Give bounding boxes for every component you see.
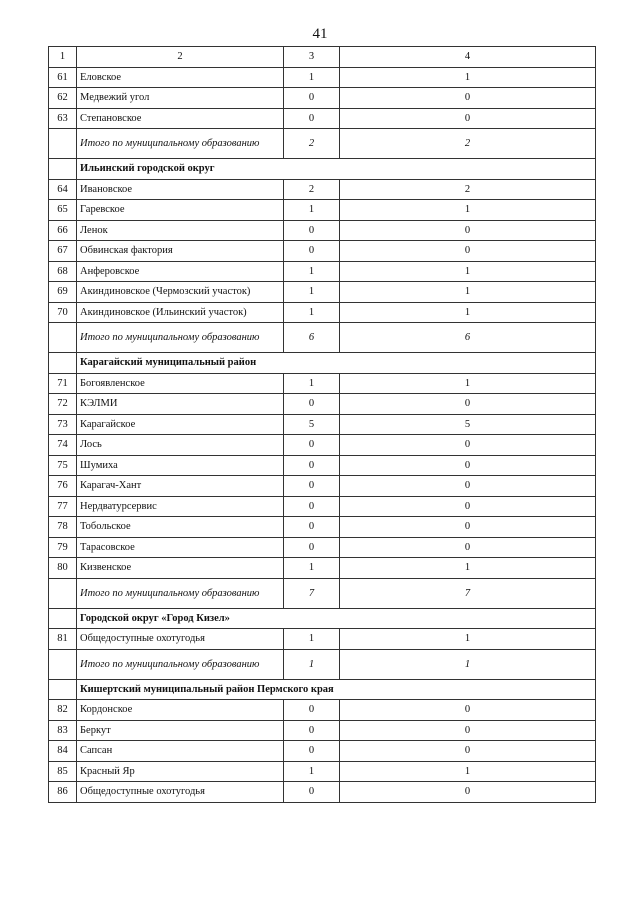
row-number: 73 [49,414,77,435]
value-column-4: 0 [340,394,596,415]
subtotal-column-4: 6 [340,323,596,353]
table-row [49,414,596,435]
row-number: 77 [49,496,77,517]
hunting-ground-name: Карагач-Хант [77,476,284,497]
value-column-4: 1 [340,282,596,303]
value-column-4: 0 [340,108,596,129]
row-number: 65 [49,200,77,221]
row-number: 71 [49,373,77,394]
value-column-3: 0 [284,496,340,517]
hunting-ground-name: Ленок [77,220,284,241]
value-column-4: 1 [340,67,596,88]
value-column-4: 0 [340,88,596,109]
value-column-4: 0 [340,241,596,262]
value-column-3: 0 [284,455,340,476]
table-row [49,220,596,241]
row-number: 81 [49,629,77,650]
row-number: 75 [49,455,77,476]
table-row [49,261,596,282]
row-number: 85 [49,761,77,782]
value-column-4: 0 [340,741,596,762]
row-number: 84 [49,741,77,762]
section-header-row [49,608,596,629]
row-number: 79 [49,537,77,558]
table-row [49,629,596,650]
hunting-ground-name: Кордонское [77,700,284,721]
hunting-ground-name: Лось [77,435,284,456]
subtotal-column-3: 1 [284,649,340,679]
row-number-empty [49,679,77,700]
hunting-grounds-table [48,46,596,803]
value-column-3: 0 [284,241,340,262]
table-row [49,517,596,538]
hunting-ground-name: Беркут [77,720,284,741]
table-row [49,241,596,262]
value-column-3: 1 [284,282,340,303]
value-column-3: 0 [284,517,340,538]
table-row [49,700,596,721]
hunting-ground-name: Гаревское [77,200,284,221]
row-number-empty [49,323,77,353]
row-number: 67 [49,241,77,262]
subtotal-row [49,578,596,608]
subtotal-column-4: 2 [340,129,596,159]
subtotal-label: Итого по муниципальному образованию [77,323,284,353]
section-title: Кишертский муниципальный район Пермского края [77,679,596,700]
table-row [49,455,596,476]
column-header: 1 [49,47,77,68]
value-column-3: 1 [284,629,340,650]
subtotal-column-3: 7 [284,578,340,608]
section-title: Городской округ «Город Кизел» [77,608,596,629]
hunting-ground-name: КЭЛМИ [77,394,284,415]
table-row [49,496,596,517]
value-column-4: 0 [340,537,596,558]
hunting-ground-name: Степановское [77,108,284,129]
column-header: 2 [77,47,284,68]
table-row [49,108,596,129]
table-row [49,761,596,782]
table-body [49,47,596,803]
table-row [49,741,596,762]
value-column-4: 5 [340,414,596,435]
row-number: 72 [49,394,77,415]
table-row [49,394,596,415]
subtotal-label: Итого по муниципальному образованию [77,649,284,679]
section-header-row [49,159,596,180]
table-row [49,435,596,456]
hunting-ground-name: Кизвенское [77,558,284,579]
value-column-4: 0 [340,476,596,497]
table-row [49,537,596,558]
value-column-3: 1 [284,67,340,88]
value-column-3: 0 [284,720,340,741]
value-column-4: 1 [340,373,596,394]
hunting-ground-name: Медвежий угол [77,88,284,109]
value-column-4: 1 [340,761,596,782]
value-column-4: 1 [340,302,596,323]
value-column-4: 0 [340,782,596,803]
hunting-ground-name: Общедоступные охотугодья [77,629,284,650]
value-column-4: 1 [340,629,596,650]
column-header: 3 [284,47,340,68]
hunting-ground-name: Карагайское [77,414,284,435]
value-column-3: 1 [284,761,340,782]
hunting-ground-name: Общедоступные охотугодья [77,782,284,803]
value-column-3: 0 [284,88,340,109]
row-number: 76 [49,476,77,497]
hunting-ground-name: Богоявленское [77,373,284,394]
value-column-3: 0 [284,220,340,241]
value-column-3: 1 [284,558,340,579]
row-number: 82 [49,700,77,721]
row-number-empty [49,159,77,180]
row-number-empty [49,608,77,629]
row-number: 83 [49,720,77,741]
table-row [49,282,596,303]
column-header: 4 [340,47,596,68]
section-header-row [49,679,596,700]
value-column-3: 1 [284,302,340,323]
column-number-row [49,47,596,68]
row-number: 70 [49,302,77,323]
row-number-empty [49,578,77,608]
table-row [49,200,596,221]
row-number-empty [49,353,77,374]
value-column-3: 1 [284,200,340,221]
value-column-3: 0 [284,782,340,803]
table-row [49,88,596,109]
section-header-row [49,353,596,374]
table-row [49,720,596,741]
hunting-ground-name: Обвинская фактория [77,241,284,262]
table-row [49,476,596,497]
table-row [49,67,596,88]
value-column-4: 0 [340,496,596,517]
value-column-3: 0 [284,741,340,762]
hunting-ground-name: Акиндиновское (Ильинский участок) [77,302,284,323]
hunting-ground-name: Красный Яр [77,761,284,782]
value-column-3: 0 [284,394,340,415]
value-column-4: 0 [340,720,596,741]
value-column-4: 0 [340,517,596,538]
value-column-3: 0 [284,476,340,497]
hunting-ground-name: Шумиха [77,455,284,476]
value-column-4: 1 [340,261,596,282]
row-number: 63 [49,108,77,129]
table-row [49,782,596,803]
hunting-ground-name: Анферовское [77,261,284,282]
row-number: 78 [49,517,77,538]
value-column-3: 0 [284,108,340,129]
value-column-3: 0 [284,700,340,721]
row-number: 64 [49,179,77,200]
table-row [49,558,596,579]
row-number: 68 [49,261,77,282]
table-row [49,373,596,394]
hunting-ground-name: Еловское [77,67,284,88]
subtotal-label: Итого по муниципальному образованию [77,129,284,159]
page-number: 41 [312,26,328,42]
hunting-ground-name: Сапсан [77,741,284,762]
hunting-ground-name: Акиндиновское (Чермозский участок) [77,282,284,303]
hunting-ground-name: Ивановское [77,179,284,200]
table-row [49,302,596,323]
row-number: 74 [49,435,77,456]
subtotal-column-4: 7 [340,578,596,608]
hunting-ground-name: Тобольское [77,517,284,538]
subtotal-column-3: 2 [284,129,340,159]
row-number: 69 [49,282,77,303]
row-number-empty [49,129,77,159]
row-number: 66 [49,220,77,241]
subtotal-row [49,649,596,679]
value-column-3: 1 [284,373,340,394]
hunting-ground-name: Нердватурсервис [77,496,284,517]
value-column-4: 0 [340,700,596,721]
value-column-3: 0 [284,435,340,456]
value-column-4: 1 [340,200,596,221]
value-column-4: 0 [340,455,596,476]
value-column-3: 0 [284,537,340,558]
value-column-4: 1 [340,558,596,579]
table-row [49,179,596,200]
value-column-3: 2 [284,179,340,200]
subtotal-label: Итого по муниципальному образованию [77,578,284,608]
row-number: 80 [49,558,77,579]
value-column-4: 2 [340,179,596,200]
row-number: 62 [49,88,77,109]
row-number: 61 [49,67,77,88]
value-column-3: 1 [284,261,340,282]
section-title: Ильинский городской округ [77,159,596,180]
subtotal-row [49,129,596,159]
subtotal-row [49,323,596,353]
section-title: Карагайский муниципальный район [77,353,596,374]
row-number-empty [49,649,77,679]
subtotal-column-4: 1 [340,649,596,679]
subtotal-column-3: 6 [284,323,340,353]
value-column-3: 5 [284,414,340,435]
value-column-4: 0 [340,220,596,241]
row-number: 86 [49,782,77,803]
hunting-ground-name: Тарасовское [77,537,284,558]
value-column-4: 0 [340,435,596,456]
